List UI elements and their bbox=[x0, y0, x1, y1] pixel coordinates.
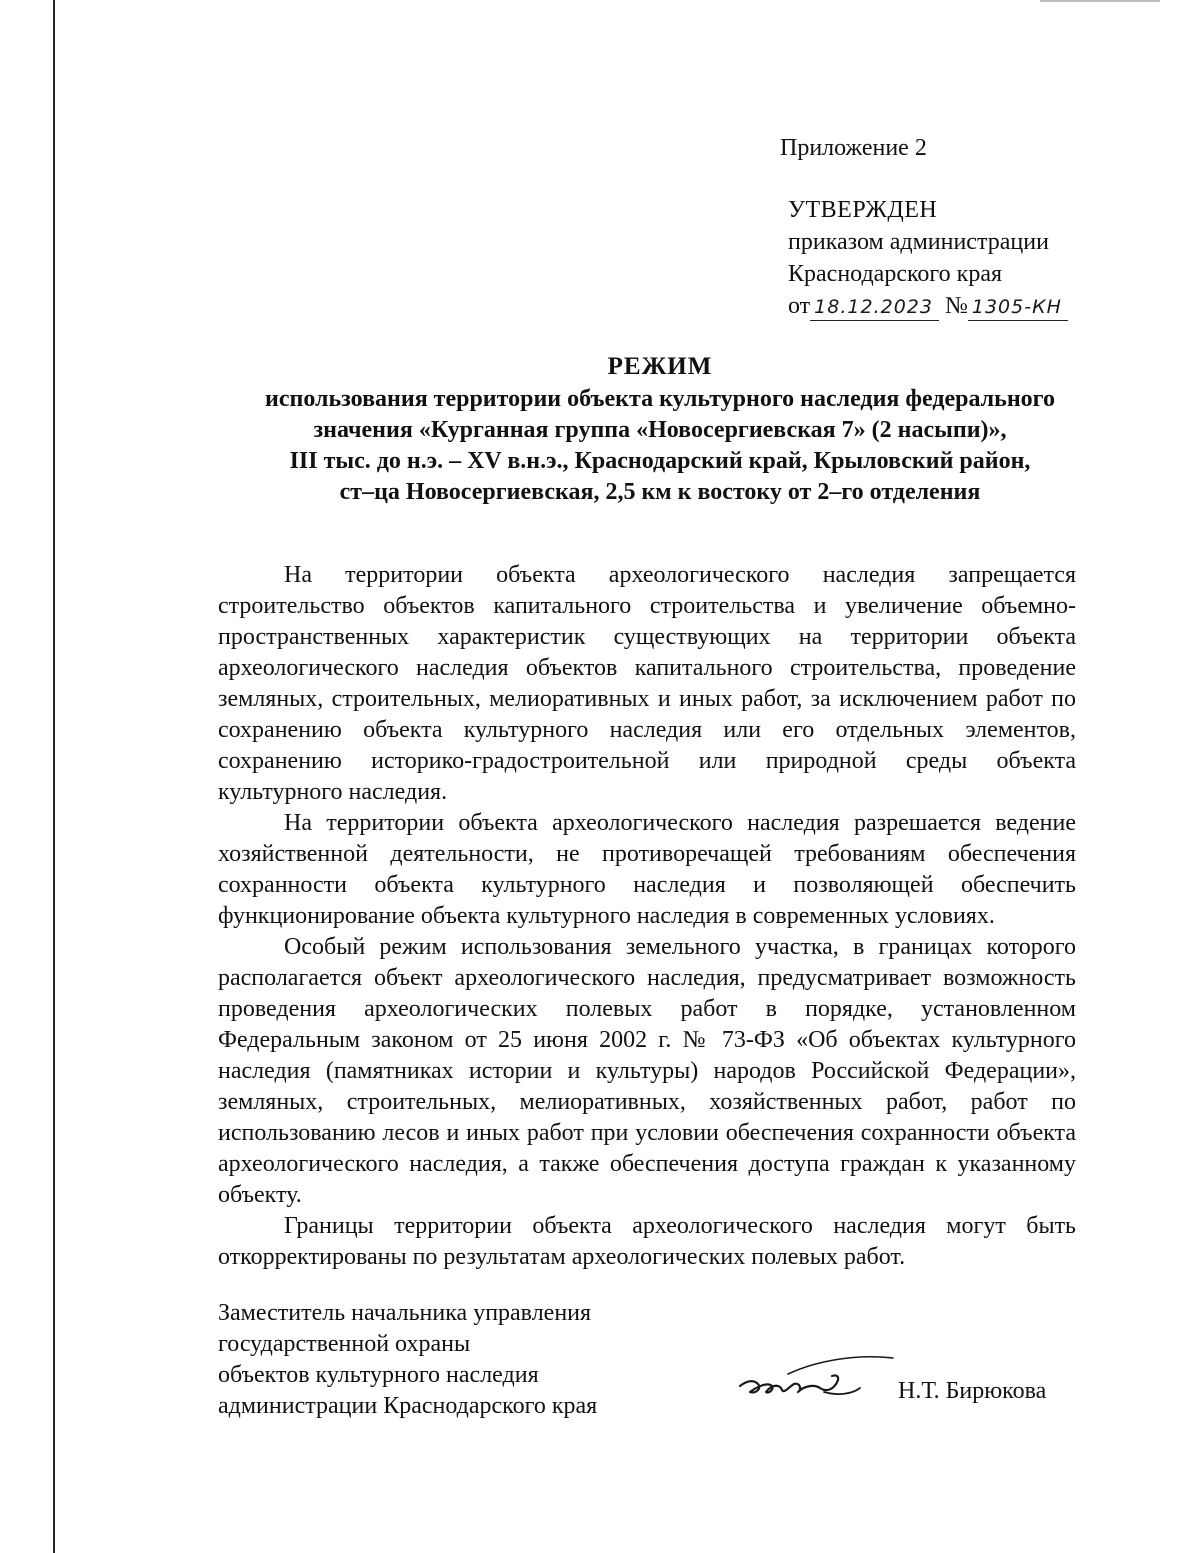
signer-position-line-3: объектов культурного наследия bbox=[218, 1362, 539, 1388]
scan-edge-top bbox=[1040, 0, 1160, 2]
document-title: РЕЖИМ bbox=[607, 353, 713, 380]
signer-name: Н.Т. Бирюкова bbox=[898, 1378, 1047, 1404]
title-line-1: использования территории объекта культурного наследия федерального bbox=[265, 386, 1055, 412]
signer-position bbox=[218, 1298, 658, 1422]
signer-position-line-4: администрации Краснодарского края bbox=[218, 1393, 598, 1419]
document-title-block bbox=[160, 350, 1160, 508]
signature-block bbox=[218, 1298, 1088, 1422]
annex-label: Приложение 2 bbox=[780, 135, 927, 161]
body-paragraph-1: На территории объекта археологического наследия запрещается строительство объектов капитального строительства и увеличение объемно-пространственных характеристик существующих на территории объекта археологического наследия объектов капитального строительства, проведение земляных, строительных, мелиоративных и иных работ, за исключением работ по сохранению объекта культурного наследия или его отдельных элементов, сохранению историко-градостроительной или природной среды объекта культурного наследия. bbox=[218, 562, 1076, 805]
approval-stamp-block bbox=[780, 132, 1110, 322]
number-prefix: № bbox=[944, 293, 968, 319]
approval-details bbox=[788, 194, 1110, 322]
order-date-number-line bbox=[788, 290, 1110, 322]
handwritten-number: 1305-КН bbox=[968, 294, 1068, 321]
body-paragraph-4: Границы территории объекта археологического наследия могут быть откорректированы по результатам археологических полевых работ. bbox=[218, 1213, 1076, 1270]
signer-position-line-2: государственной охраны bbox=[218, 1331, 471, 1357]
signer-position-line-1: Заместитель начальника управления bbox=[218, 1300, 592, 1326]
order-line-2: Краснодарского края bbox=[788, 261, 1003, 287]
title-line-2: значения «Курганная группа «Новосергиевская 7» (2 насыпи)», bbox=[313, 417, 1007, 443]
order-line-1: приказом администрации bbox=[788, 229, 1049, 255]
date-prefix: от bbox=[788, 293, 811, 319]
title-line-3: III тыс. до н.э. – XV в.н.э., Краснодарский край, Крыловский район, bbox=[289, 448, 1031, 474]
approved-heading: УТВЕРЖДЕН bbox=[788, 197, 938, 223]
handwritten-signature bbox=[728, 1340, 898, 1410]
document-body bbox=[218, 560, 1076, 1273]
title-line-4: ст–ца Новосергиевская, 2,5 км к востоку от 2–го отделения bbox=[339, 479, 981, 505]
body-paragraph-3: Особый режим использования земельного участка, в границах которого располагается объект археологического наследия, предусматривает возможность проведения археологических полевых работ в порядке, установленном Федеральным законом от 25 июня 2002 г. № 73-ФЗ «Об объектах культурного наследия (памятниках истории и культуры) народов Российской Федерации», земляных, строительных, мелиоративных, хозяйственных работ, работ по использованию лесов и иных работ при условии обеспечения сохранности объекта археологического наследия, а также обеспечения доступа граждан к указанному объекту. bbox=[218, 934, 1076, 1208]
body-paragraph-2: На территории объекта археологического наследия разрешается ведение хозяйственной деятельности, не противоречащей требованиям обеспечения сохранности объекта культурного наследия и позволяющей обеспечить функционирование объекта культурного наследия в современных условиях. bbox=[218, 810, 1076, 929]
handwritten-date: 18.12.2023 bbox=[810, 294, 939, 321]
scan-edge-left bbox=[53, 0, 55, 1553]
